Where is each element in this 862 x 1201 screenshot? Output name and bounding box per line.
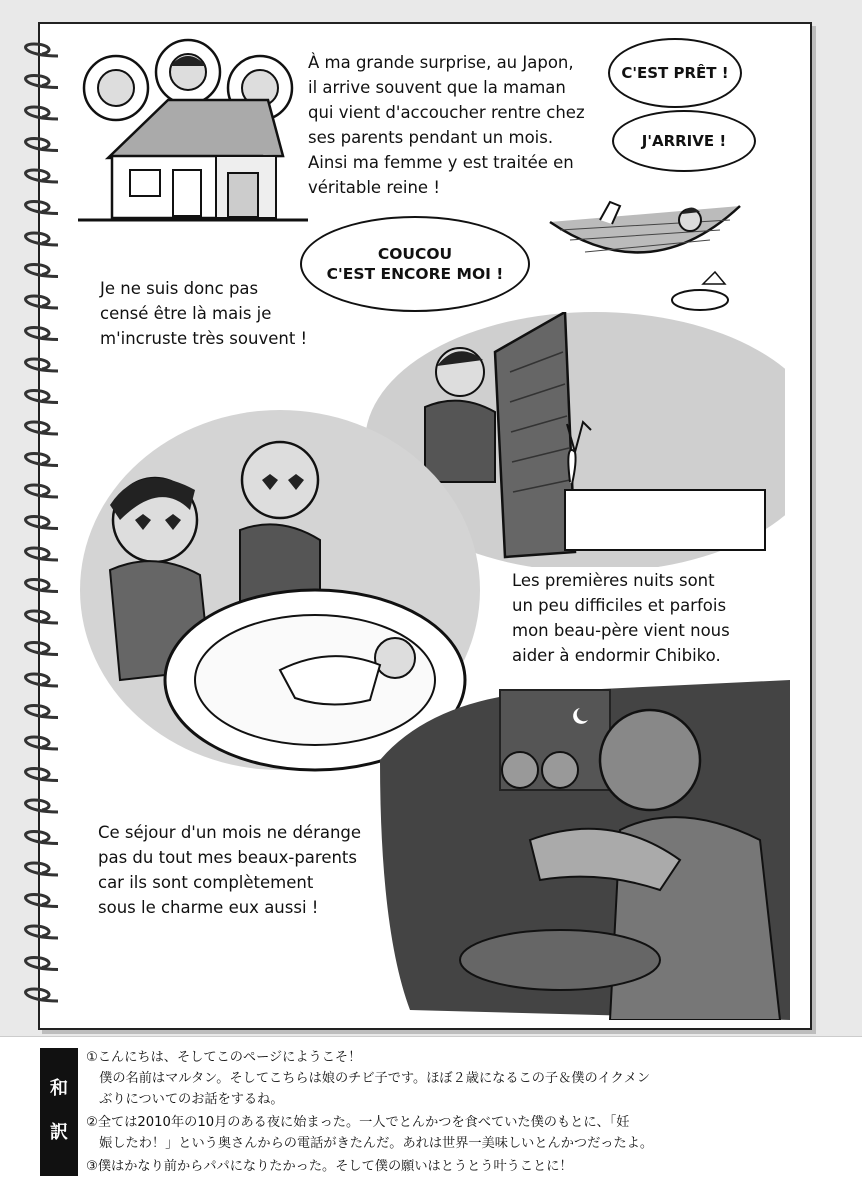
spiral-ring	[26, 674, 58, 686]
translation-line: 僕の名前はマルタン。そしてこちらは娘のチビ子です。ほぼ２歳になるこの子＆僕のイクメン	[86, 1071, 651, 1086]
spiral-binding	[14, 40, 64, 1020]
caption-line: Les premières nuits sont	[512, 571, 715, 590]
spiral-ring	[26, 328, 58, 340]
translation-tag	[40, 1048, 78, 1176]
caption-line: Je ne suis donc pas	[100, 279, 259, 298]
bubble-text: C'EST PRÊT !	[621, 64, 729, 82]
spiral-ring	[26, 296, 58, 308]
caption-line: censé être là mais je	[100, 304, 272, 323]
tag-char: 和	[50, 1078, 68, 1099]
spiral-ring	[26, 643, 58, 655]
house-illustration	[78, 38, 308, 228]
spiral-ring	[26, 233, 58, 245]
spiral-ring	[26, 548, 58, 560]
translation-line: ぶりについてのお話をするね。	[86, 1092, 284, 1107]
spiral-ring	[26, 895, 58, 907]
spiral-ring	[26, 391, 58, 403]
tag-char: 訳	[50, 1122, 68, 1143]
spiral-ring	[26, 611, 58, 623]
spiral-ring	[26, 580, 58, 592]
caption-line: un peu difficiles et parfois	[512, 596, 727, 615]
caption-line: m'incruste très souvent !	[100, 329, 308, 348]
spiral-ring	[26, 265, 58, 277]
spiral-ring	[26, 485, 58, 497]
translation-line: 娠したわ！」という奥さんからの電話がきたんだ。あれは世界一美味しいとんかつだったよ。	[86, 1136, 654, 1151]
bubble-text-line: C'EST ENCORE MOI !	[326, 265, 504, 283]
caption-line: mon beau-père vient nous	[512, 621, 730, 640]
speech-bubble-coucou	[300, 216, 530, 312]
spiral-ring	[26, 737, 58, 749]
spiral-ring	[26, 454, 58, 466]
caption-line: aider à endormir Chibiko.	[512, 646, 721, 665]
caption-sejour	[98, 820, 361, 920]
spiral-ring	[26, 863, 58, 875]
spiral-ring	[26, 989, 58, 1001]
spiral-ring	[26, 170, 58, 182]
spiral-ring	[26, 76, 58, 88]
spiral-ring	[26, 517, 58, 529]
spiral-ring	[26, 800, 58, 812]
spiral-ring	[26, 139, 58, 151]
caption-line: Ainsi ma femme y est traitée en	[308, 153, 574, 172]
caption-line: À ma grande surprise, au Japon,	[308, 53, 574, 72]
caption-line: qui vient d'accoucher rentre chez	[308, 103, 585, 122]
speech-bubble-pret	[608, 38, 742, 108]
spiral-ring	[26, 107, 58, 119]
hammock-illustration	[540, 180, 760, 320]
translation-line: ②全ては2010年の10月のある夜に始まった。一人でとんかつを食べていた僕のもとに、「妊	[86, 1115, 630, 1130]
spiral-ring	[26, 769, 58, 781]
caption-surprise	[308, 50, 585, 200]
caption-line: car ils sont complètement	[98, 873, 314, 892]
spiral-ring	[26, 958, 58, 970]
night-scene-illustration	[380, 680, 790, 1020]
caption-line: ses parents pendant un mois.	[308, 128, 554, 147]
spiral-ring	[26, 202, 58, 214]
translation-line: ③僕はかなり前からパパになりたかった。そして僕の願いはとうとう叶うことに！	[86, 1159, 573, 1174]
speech-bubble-arrive	[612, 110, 756, 172]
bubble-text: J'ARRIVE !	[641, 132, 727, 150]
translation-line: ①こんにちは、そしてこのページにようこそ！	[86, 1050, 362, 1065]
caption-incruste	[100, 276, 307, 351]
caption-line: il arrive souvent que la maman	[308, 78, 566, 97]
caption-line: sous le charme eux aussi !	[98, 898, 319, 917]
caption-nuits	[512, 568, 730, 668]
caption-line: véritable reine !	[308, 178, 440, 197]
spiral-ring	[26, 926, 58, 938]
spiral-ring	[26, 422, 58, 434]
spiral-ring	[26, 832, 58, 844]
spiral-ring	[26, 44, 58, 56]
spiral-ring	[26, 359, 58, 371]
spiral-ring	[26, 706, 58, 718]
caption-line: Ce séjour d'un mois ne dérange	[98, 823, 362, 842]
caption-line: pas du tout mes beaux-parents	[98, 848, 357, 867]
bubble-text-line: COUCOU	[377, 245, 453, 263]
